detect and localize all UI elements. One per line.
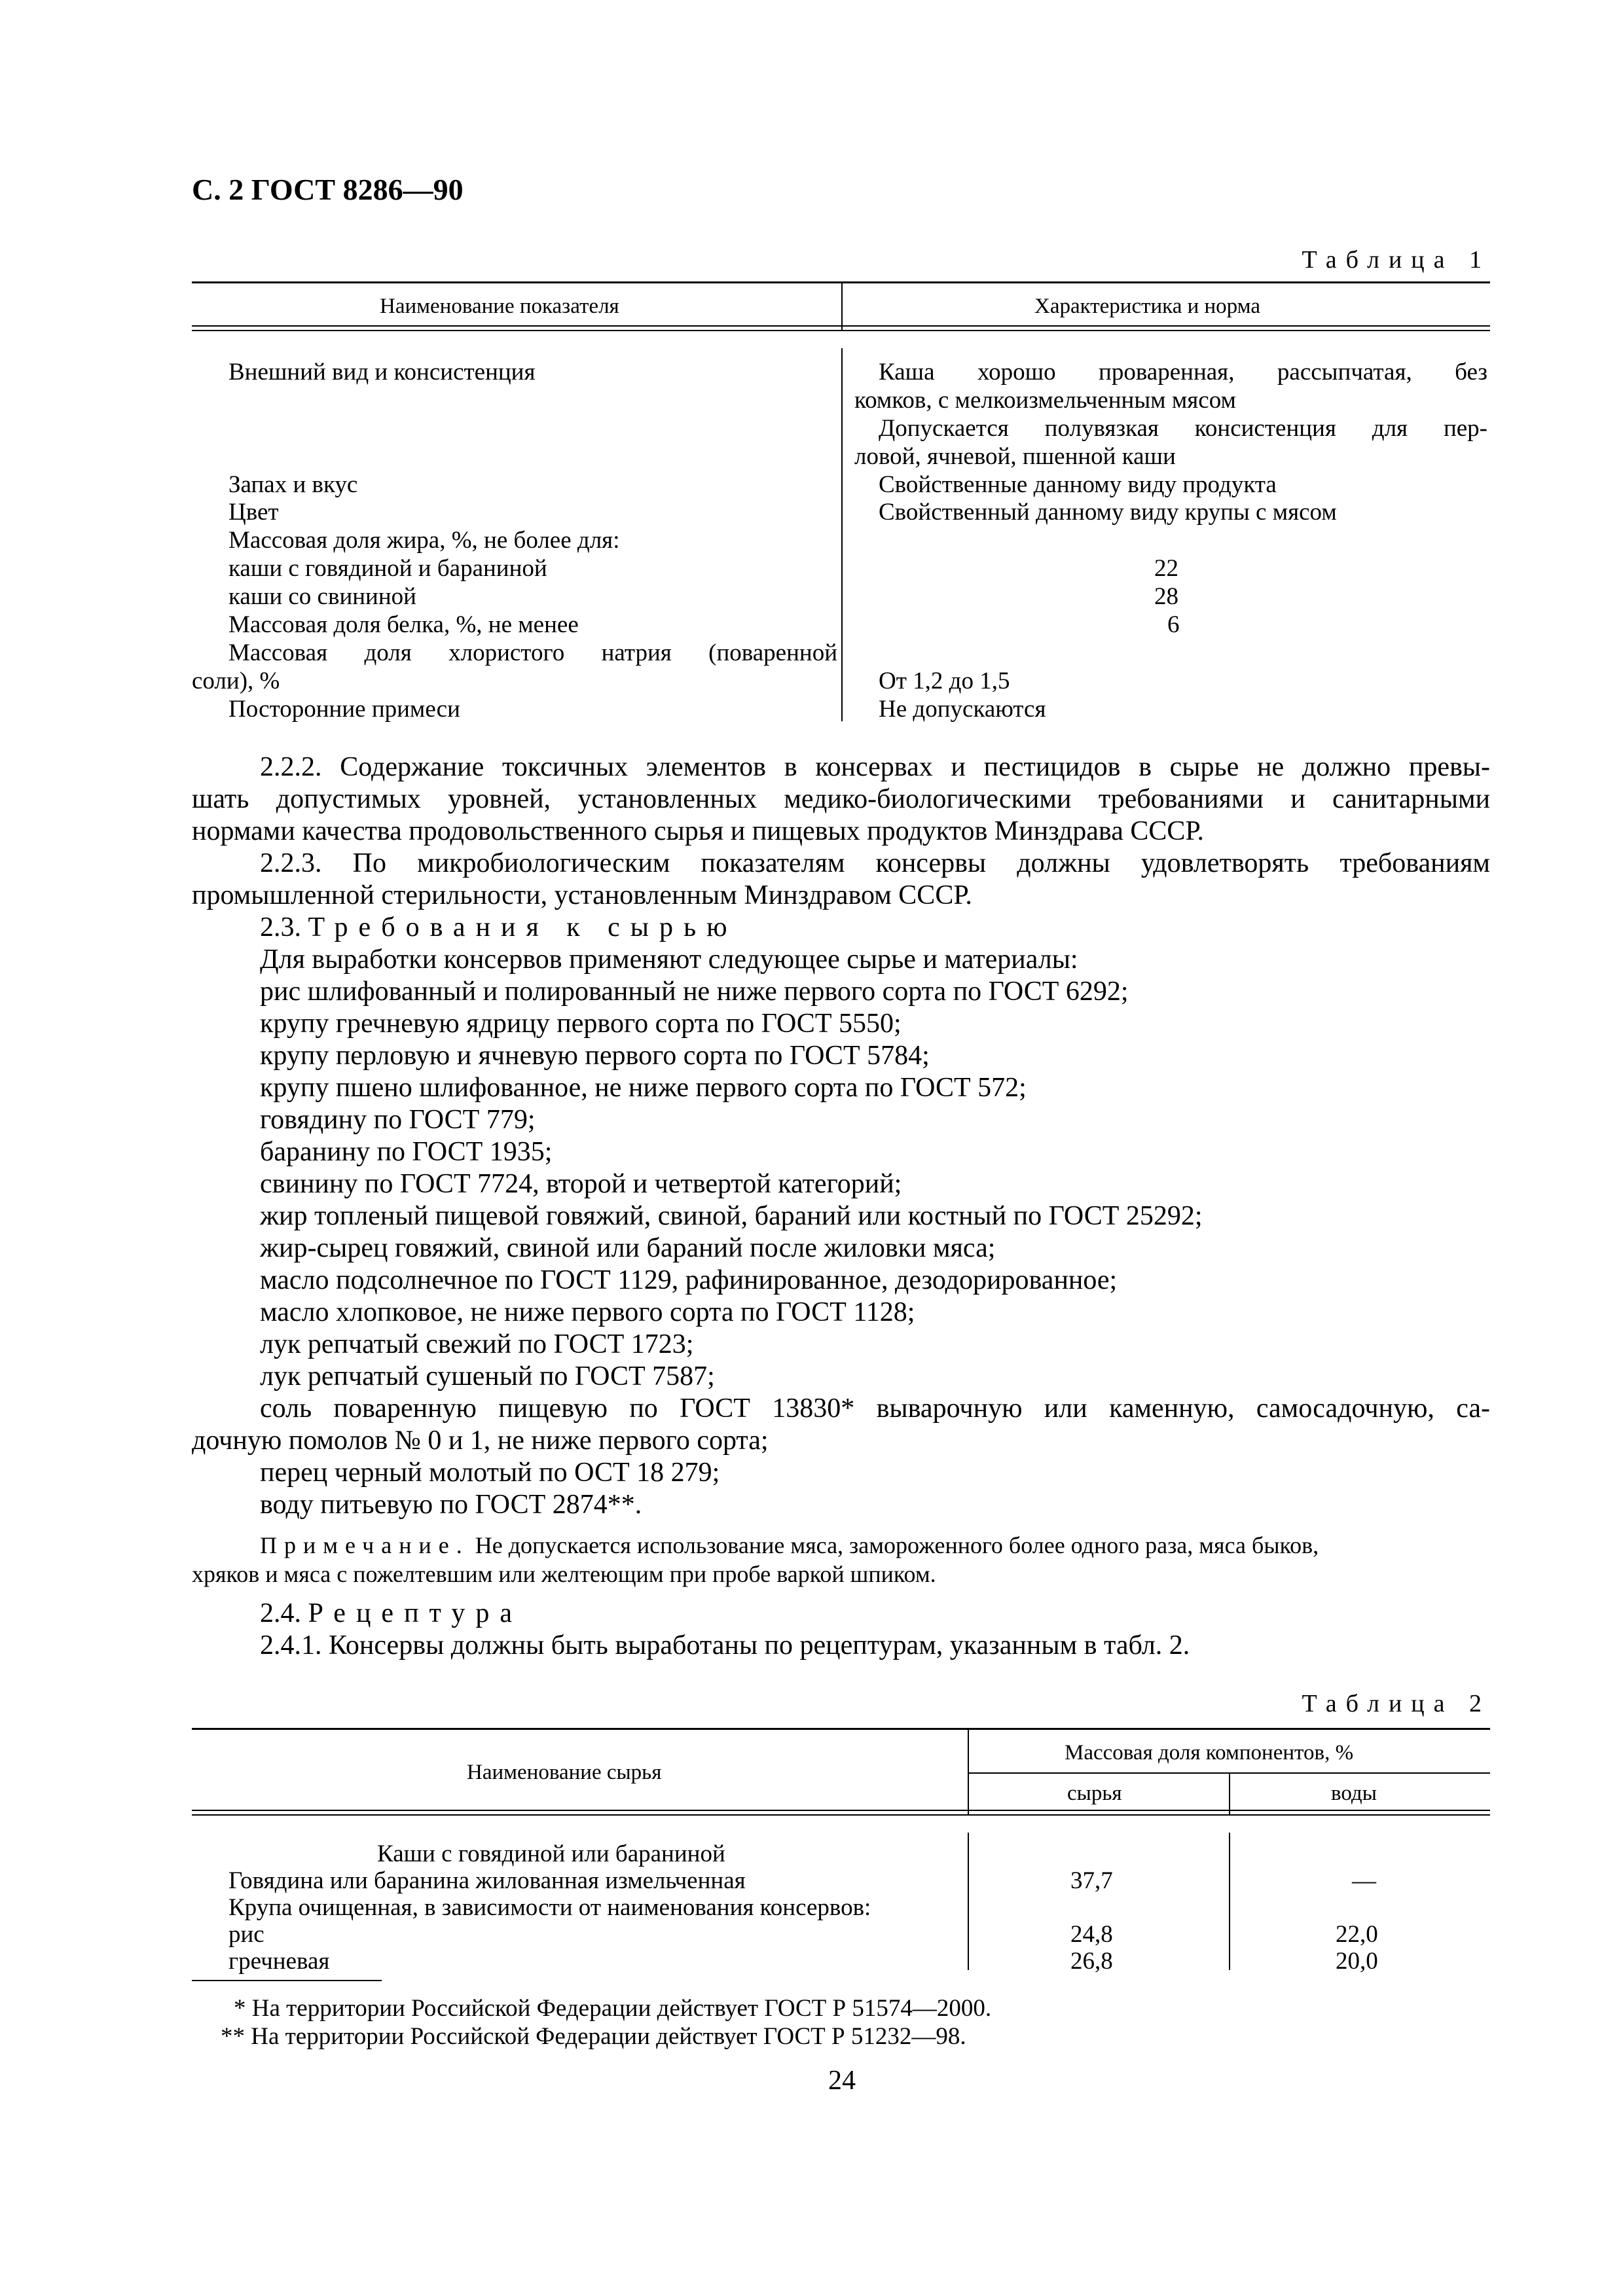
footnote-2: ** На территории Российской Федерации действует ГОСТ Р 51232—98. [221, 2023, 966, 2050]
list-item-15: перец черный молотый по ОСТ 18 279; [260, 1458, 720, 1488]
table2-top-rule [192, 1728, 1490, 1730]
list-item-14: соль поваренную пищевую по ГОСТ 13830* выварочную или каменную, самосадочную, са- [260, 1393, 1490, 1424]
list-item-13: лук репчатый сушеный по ГОСТ 7587; [260, 1361, 715, 1391]
table2-header-rule-2 [192, 1814, 1490, 1816]
list-item-14-cont: дочную помолов № 0 и 1, не ниже первого сорта; [192, 1426, 769, 1456]
materials-intro: Для выработки консервов применяют следующее сырье и материалы: [260, 944, 1078, 975]
page-number: 24 [828, 2066, 856, 2096]
list-item-8: жир топленый пищевой говяжий, свиной, бараний или костный по ГОСТ 25292; [260, 1201, 1203, 1231]
section-2-4-number: 2.4. [260, 1598, 301, 1628]
page-header: С. 2 ГОСТ 8286—90 [192, 173, 464, 206]
table2-row-3-name: гречневая [228, 1948, 330, 1975]
table1-header-rule-1 [192, 325, 1490, 327]
section-2-4-heading [260, 1598, 522, 1629]
section-2-4-title: Рецептура [308, 1598, 522, 1628]
note-line1 [260, 1532, 1490, 1559]
table1-left-8: соли), % [192, 668, 280, 694]
table2-group-rule [968, 1772, 1490, 1774]
table2-group-title: Каши с говядиной или бараниной [377, 1840, 725, 1867]
table2-row-2-name: рис [228, 1921, 264, 1948]
table1-left-1: Запах и вкус [228, 471, 358, 498]
table2-row-1-name: Крупа очищенная, в зависимости от наименования консервов: [228, 1894, 871, 1921]
table1-right-5: Свойственный данному виду крупы с мясом [879, 499, 1337, 526]
list-item-7: свинину по ГОСТ 7724, второй и четвертой категорий; [260, 1169, 902, 1199]
table2-row-0-name: Говядина или баранина жилованная измельченная [228, 1867, 746, 1894]
table2-label: Таблица 2 [1302, 1690, 1491, 1717]
para-223-line2: промышленной стерильности, установленным Минздравом СССР. [192, 880, 972, 910]
table1-left-4: каши с говядиной и бараниной [228, 555, 547, 582]
list-item-11: масло хлопковое, не ниже первого сорта по ГОСТ 1128; [260, 1297, 915, 1327]
table1-left-3: Массовая доля жира, %, не более для: [228, 527, 620, 554]
para-222-line1: 2.2.2. Содержание токсичных элементов в консервах и пестицидов в сырье не должно превы- [260, 752, 1490, 782]
note-label: Примечание. [260, 1532, 469, 1558]
table2-header-divider-1 [968, 1729, 969, 1814]
para-222-line2: шать допустимых уровней, установленных медико-биологическими требованиями и санитарными [192, 784, 1490, 814]
note-line2: хряков и мяса с пожелтевшим или желтеющим при пробе варкой шпиком. [192, 1561, 936, 1587]
footnote-rule [192, 1980, 382, 1981]
table1-right-8: 6 [1167, 611, 1180, 638]
table1-left-9: Посторонние примеси [228, 696, 460, 723]
table1-right-7: 28 [1154, 583, 1178, 610]
table1-left-7: Массовая доля хлористого натрия (поваренной [228, 639, 837, 666]
table2-header-divider-2 [1229, 1772, 1230, 1814]
table1-left-0: Внешний вид и консистенция [228, 359, 536, 386]
table2-divider-1 [968, 1833, 969, 1970]
section-2-3-title: Требования к сырью [308, 912, 738, 942]
table1-left-2: Цвет [228, 499, 279, 526]
table1-right-2: Допускается полувязкая консистенция для пер- [879, 415, 1487, 442]
table2-divider-2 [1229, 1833, 1230, 1970]
table1-label: Таблица 1 [1302, 246, 1491, 274]
table2-row-3-b: 20,0 [1336, 1948, 1378, 1975]
table2-col-group: Массовая доля компонентов, % [1065, 1741, 1354, 1765]
table2-col-b: воды [1331, 1782, 1377, 1805]
list-item-10: масло подсолнечное по ГОСТ 1129, рафинированное, дезодорированное; [260, 1265, 1118, 1295]
list-item-2: крупу гречневую ядрицу первого сорта по ГОСТ 5550; [260, 1009, 902, 1039]
section-2-3-heading [260, 912, 738, 943]
table1-right-0: Каша хорошо проваренная, рассыпчатая, без [879, 359, 1487, 386]
table1-right-10: Не допускаются [879, 696, 1046, 723]
table1-header-rule-2 [192, 330, 1490, 331]
table1-header-divider [841, 283, 843, 330]
table1-right-9: От 1,2 до 1,5 [879, 668, 1010, 694]
section-2-4-1: 2.4.1. Консервы должны быть выработаны по рецептурам, указанным в табл. 2. [260, 1630, 1190, 1660]
section-2-3-number: 2.3. [260, 912, 301, 942]
list-item-12: лук репчатый свежий по ГОСТ 1723; [260, 1329, 694, 1359]
table1-col-name: Наименование показателя [380, 295, 619, 318]
table1-column-divider [841, 348, 843, 721]
table2-col-a: сырья [1067, 1782, 1122, 1805]
table1-left-6: Массовая доля белка, %, не менее [228, 611, 579, 638]
para-223-line1: 2.2.3. По микробиологическим показателям консервы должны удовлетворять требованиям [260, 848, 1490, 878]
list-item-6: баранину по ГОСТ 1935; [260, 1137, 553, 1167]
table2-row-2-a: 24,8 [1070, 1921, 1113, 1948]
table1-left-5: каши со свининой [228, 583, 416, 610]
list-item-1: рис шлифованный и полированный не ниже первого сорта по ГОСТ 6292; [260, 977, 1129, 1007]
list-item-9: жир-сырец говяжий, свиной или бараний после жиловки мяса; [260, 1233, 996, 1263]
list-item-4: крупу пшено шлифованное, не ниже первого сорта по ГОСТ 572; [260, 1073, 1027, 1103]
table2-row-2-b: 22,0 [1336, 1921, 1378, 1948]
table1-right-3: ловой, ячневой, пшенной каши [854, 443, 1176, 470]
list-item-5: говядину по ГОСТ 779; [260, 1105, 536, 1135]
list-item-3: крупу перловую и ячневую первого сорта по ГОСТ 5784; [260, 1041, 930, 1071]
table2-row-3-a: 26,8 [1070, 1948, 1113, 1975]
table1-col-value: Характеристика и норма [1034, 295, 1260, 318]
table2-col-name: Наименование сырья [467, 1761, 662, 1784]
table1-right-6: 22 [1154, 555, 1178, 582]
list-item-16: воду питьевую по ГОСТ 2874**. [260, 1490, 642, 1520]
table2-header-rule-1 [192, 1810, 1490, 1811]
footnote-1: * На территории Российской Федерации действует ГОСТ Р 51574—2000. [234, 1995, 992, 2022]
table1-right-1: комков, с мелкоизмельченным мясом [854, 387, 1236, 414]
note-text: Не допускается использование мяса, замороженного более одного раза, мяса быков, [475, 1532, 1319, 1558]
table2-row-0-a: 37,7 [1070, 1867, 1113, 1894]
para-222-line3: нормами качества продовольственного сырья и пищевых продуктов Минздрава СССР. [192, 816, 1205, 846]
table2-row-0-b: — [1352, 1867, 1376, 1894]
table1-right-4: Свойственные данному виду продукта [879, 471, 1277, 498]
